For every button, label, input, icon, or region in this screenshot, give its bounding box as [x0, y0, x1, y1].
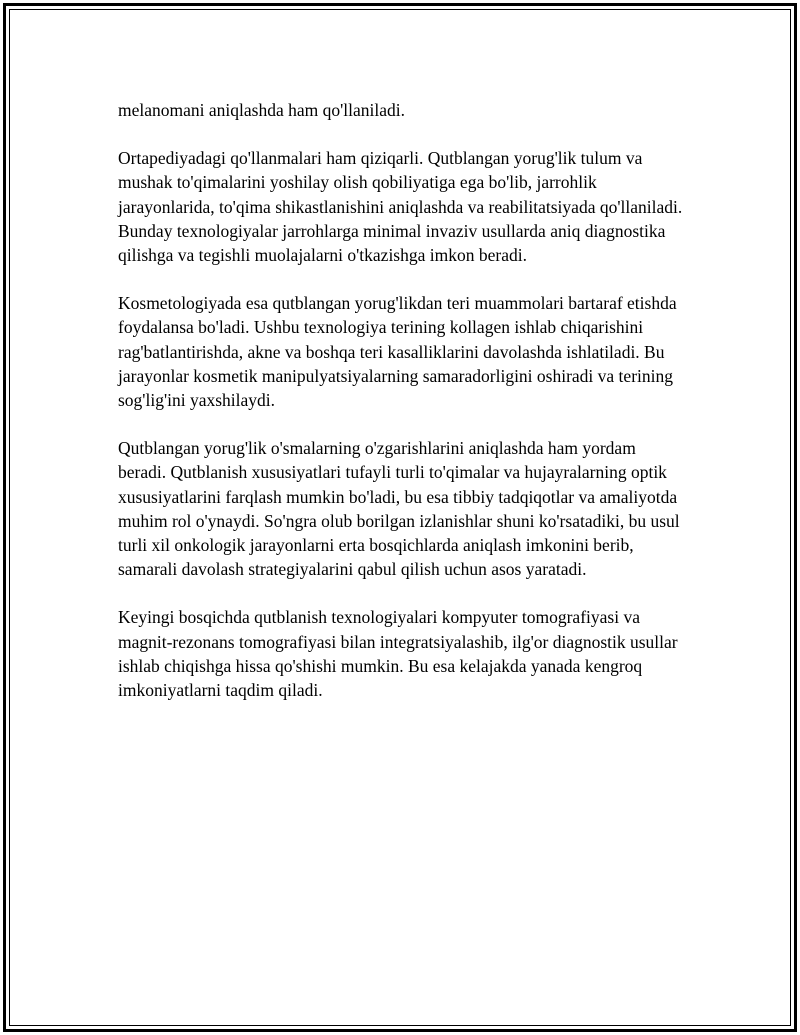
paragraph-5: Keyingi bosqichda qutblanish texnologiyalari kompyuter tomografiyasi va magnit-rezonans tomografiyasi bilan integratsiyalashib, ilg'or diagnostik usullar ishlab chiqishga hissa qo'shishi mumkin. Bu esa kelajakda yanada kengroq imkoniyatlarni taqdim qiladi. — [118, 607, 678, 701]
paragraph-2: Ortapediyadagi qo'llanmalari ham qiziqarli. Qutblangan yorug'lik tulum va mushak to'qimalarini yoshilay olish qobiliyatiga ega bo'lib, jarrohlik jarayonlarida, to'qima shikastlanishini aniqlashda va reabilitatsiyada qo'llaniladi. Bunday texnologiyalar jarrohlarga minimal invaziv usullarda aniq diagnostika qilishga va tegishli muolajalarni o'tkazishga imkon beradi. — [118, 148, 683, 266]
paragraph-4: Qutblangan yorug'lik o'smalarning o'zgarishlarini aniqlashda ham yordam beradi. Qutblanish xususiyatlari tufayli turli to'qimalar va hujayralarning optik xususiyatlarini farqlash mumkin bo'ladi, bu esa tibbiy tadqiqotlar va amaliyotda muhim rol o'ynaydi. So'ngra olub borilgan izlanishlar shuni ko'rsatadiki, bu usul turli xil onkologik jarayonlarni erta bosqichlarda aniqlash imkonini berib, samarali davolash strategiyalarini qabul qilish uchun asos yaratadi. — [118, 438, 680, 580]
document-body — [118, 98, 688, 726]
page-border — [3, 3, 797, 1032]
paragraph-1: melanomani aniqlashda ham qo'llaniladi. — [118, 100, 405, 120]
paragraph-3: Kosmetologiyada esa qutblangan yorug'likdan teri muammolari bartaraf etishda foydalansa bo'ladi. Ushbu texnologiya terining kollagen ishlab chiqarishini rag'batlantirishda, akne va boshqa teri kasalliklarini davolashda ishlatiladi. Bu jarayonlar kosmetik manipulyatsiyalarning samaradorligini oshiradi va terining sog'lig'ini yaxshilaydi. — [118, 293, 677, 411]
